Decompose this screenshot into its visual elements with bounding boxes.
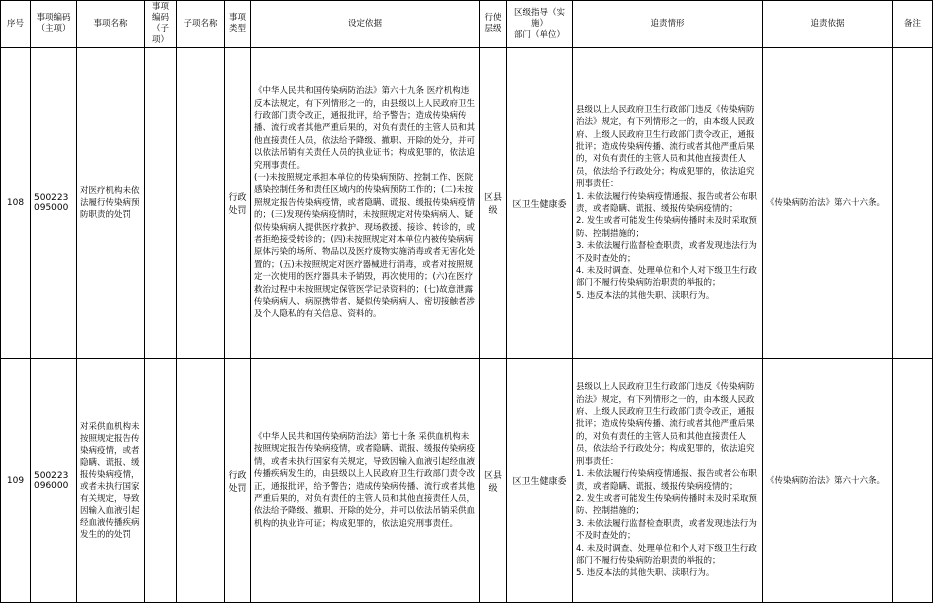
row-level: 区县 级 [480, 48, 507, 359]
basis-paragraph: 《中华人民共和国传染病防治法》第七十条 采供血机构未按照规定报告传染病疫情，或者隐瞒、谎报、缓报传染病疫情，或者未执行国家有关规定，导致因输入血液引起经血液传播疾病发生的，由县级以上人民政府卫生行政部门责令改正，通报批评，给予警告；造成传染病传播、流行或者其他严重后果的，对负有责任的主管人员和其他直接责任人员，依法给予降级、撤职、开除的处分，并可以依法吊销采供血机构的执业许可证；构成犯罪的，依法追究刑事责任。 [254, 431, 476, 529]
accountability-line: 4. 未及时调查、处理单位和个人对下级卫生行政部门不履行传染病防治职责的举报的； [576, 266, 757, 289]
row-item-code-main [31, 48, 77, 359]
header-remark: 备注 [893, 1, 933, 48]
header-seq: 序号 [1, 1, 31, 48]
header-basis: 设定依据 [251, 1, 480, 48]
item-code-line: 500223 [34, 470, 69, 481]
accountability-line: 县级以上人民政府卫生行政部门违反《传染病防治法》规定，有下列情形之一的，由本级人民政府、上级人民政府卫生行政部门责令改正，通报批评；造成传染病传播、流行或者其他严重后果的，对负有责任的主管人员和其他直接责任人员，依法给予行政处分；构成犯罪的，依法追究刑事责任： [576, 104, 755, 190]
item-code-line: 095000 [34, 203, 69, 213]
item-code-line: 096000 [34, 480, 69, 491]
header-item-name: 事项名称 [77, 1, 145, 48]
table-row [1, 48, 933, 359]
table-row [1, 359, 933, 603]
row-remark [893, 48, 933, 359]
row-sub-name [177, 48, 225, 359]
accountability-line: 5. 违反本法的其他失职、渎职行为。 [576, 290, 715, 301]
row-item-code-main [31, 359, 77, 603]
accountability-line: 1. 未依法履行传染病疫情通报、报告或者公布职责，或者隐瞒、谎报、缓报传染病疫情的； [576, 191, 757, 214]
row-basis [251, 48, 480, 359]
accountability-line: 5. 违反本法的其他失职、渎职行为。 [576, 568, 715, 579]
row-item-code-sub [145, 359, 177, 603]
basis-paragraph: (一)未按照规定承担本单位的传染病预防、控制工作、医院感染控制任务和责任区域内的传染病预防工作的；(二)未按照规定报告传染病疫情，或者隐瞒、谎报、缓报传染病疫情的；(三)发现传染病疫情时，未按照规定对传染病病人、疑似传染病病人提供医疗救护、现场救援、接诊、转诊的，或者拒绝接受转诊的；(四)未按照规定对本单位内被传染病病原体污染的场所、物品以及医疗废物实施消毒或者无害化处置的；(五)未按照规定对医疗器械进行消毒，或者对按照规定一次使用的医疗器具未予销毁，再次使用的；(六)在医疗救治过程中未按照规定保管医学记录资料的；(七)故意泄露传染病病人、病原携带者、疑似传染病病人、密切接触者涉及个人隐私的有关信息、资料的。 [254, 172, 476, 320]
header-level: 行使 层级 [480, 1, 507, 48]
header-account-basis: 追责依据 [763, 1, 893, 48]
accountability-line: 1. 未依法履行传染病疫情通报、报告或者公布职责，或者隐瞒、谎报、缓报传染病疫情的； [576, 469, 757, 492]
row-item-name: 对医疗机构未依法履行传染病预防职责的处罚 [77, 48, 145, 359]
row-seq: 109 [1, 359, 31, 603]
row-item-type: 行政 处罚 [225, 359, 251, 603]
header-sub-name: 子项名称 [177, 1, 225, 48]
row-basis [251, 359, 480, 603]
row-dept: 区卫生健康委 [507, 359, 573, 603]
item-code-line: 500223 [34, 193, 69, 203]
accountability-line: 4. 未及时调查、处理单位和个人对下级卫生行政部门不履行传染病防治职责的举报的； [576, 543, 757, 566]
accountability-line: 县级以上人民政府卫生行政部门违反《传染病防治法》规定，有下列情形之一的，由本级人民政府、上级人民政府卫生行政部门责令改正，通报批评；造成传染病传播、流行或者其他严重后果的，对负有责任的主管人员和其他直接责任人员，依法给予行政处分；构成犯罪的，依法追究刑事责任： [576, 382, 755, 467]
row-sub-name [177, 359, 225, 603]
row-item-code-sub [145, 48, 177, 359]
header-dept: 区级指导（实施） 部门（单位） [507, 1, 573, 48]
row-level: 区县 级 [480, 359, 507, 603]
row-account-basis: 《传染病防治法》第六十六条。 [763, 359, 893, 603]
row-item-type: 行政 处罚 [225, 48, 251, 359]
row-seq: 108 [1, 48, 31, 359]
row-account-basis: 《传染病防治法》第六十六条。 [763, 48, 893, 359]
header-accountability: 追责情形 [573, 1, 763, 48]
header-item-code-sub: 事项编码 （子项） [145, 1, 177, 48]
accountability-line: 3. 未依法履行监督检查职责，或者发现违法行为不及时查处的； [576, 518, 757, 542]
accountability-line: 2. 发生或者可能发生传染病传播时未及时采取预防、控制措施的； [576, 216, 757, 239]
accountability-line: 2. 发生或者可能发生传染病传播时未及时采取预防、控制措施的； [576, 493, 757, 517]
row-remark [893, 359, 933, 603]
row-item-name: 对采供血机构未按照规定报告传染病疫情，或者隐瞒、谎报、缓报传染病疫情，或者未执行国家有关规定，导致因输入血液引起经血液传播疾病发生的的处罚 [77, 359, 145, 603]
basis-paragraph: 《中华人民共和国传染病防治法》第六十九条 医疗机构违反本法规定，有下列情形之一的，由县级以上人民政府卫生行政部门责令改正，通报批评，给予警告；造成传染病传播、流行或者其他严重后果的，对负有责任的主管人员和其他直接责任人员，依法给予降级、撤职、开除的处分，并可以依法吊销有关责任人员的执业证书；构成犯罪的，依法追究刑事责任。 [254, 86, 476, 171]
row-accountability [573, 48, 763, 359]
row-dept: 区卫生健康委 [507, 48, 573, 359]
header-item-code-main: 事项编码 （主项） [31, 1, 77, 48]
header-row [1, 1, 933, 48]
accountability-line: 3. 未依法履行监督检查职责，或者发现违法行为不及时查处的； [576, 241, 757, 264]
header-item-type: 事项 类型 [225, 1, 251, 48]
row-accountability [573, 359, 763, 603]
